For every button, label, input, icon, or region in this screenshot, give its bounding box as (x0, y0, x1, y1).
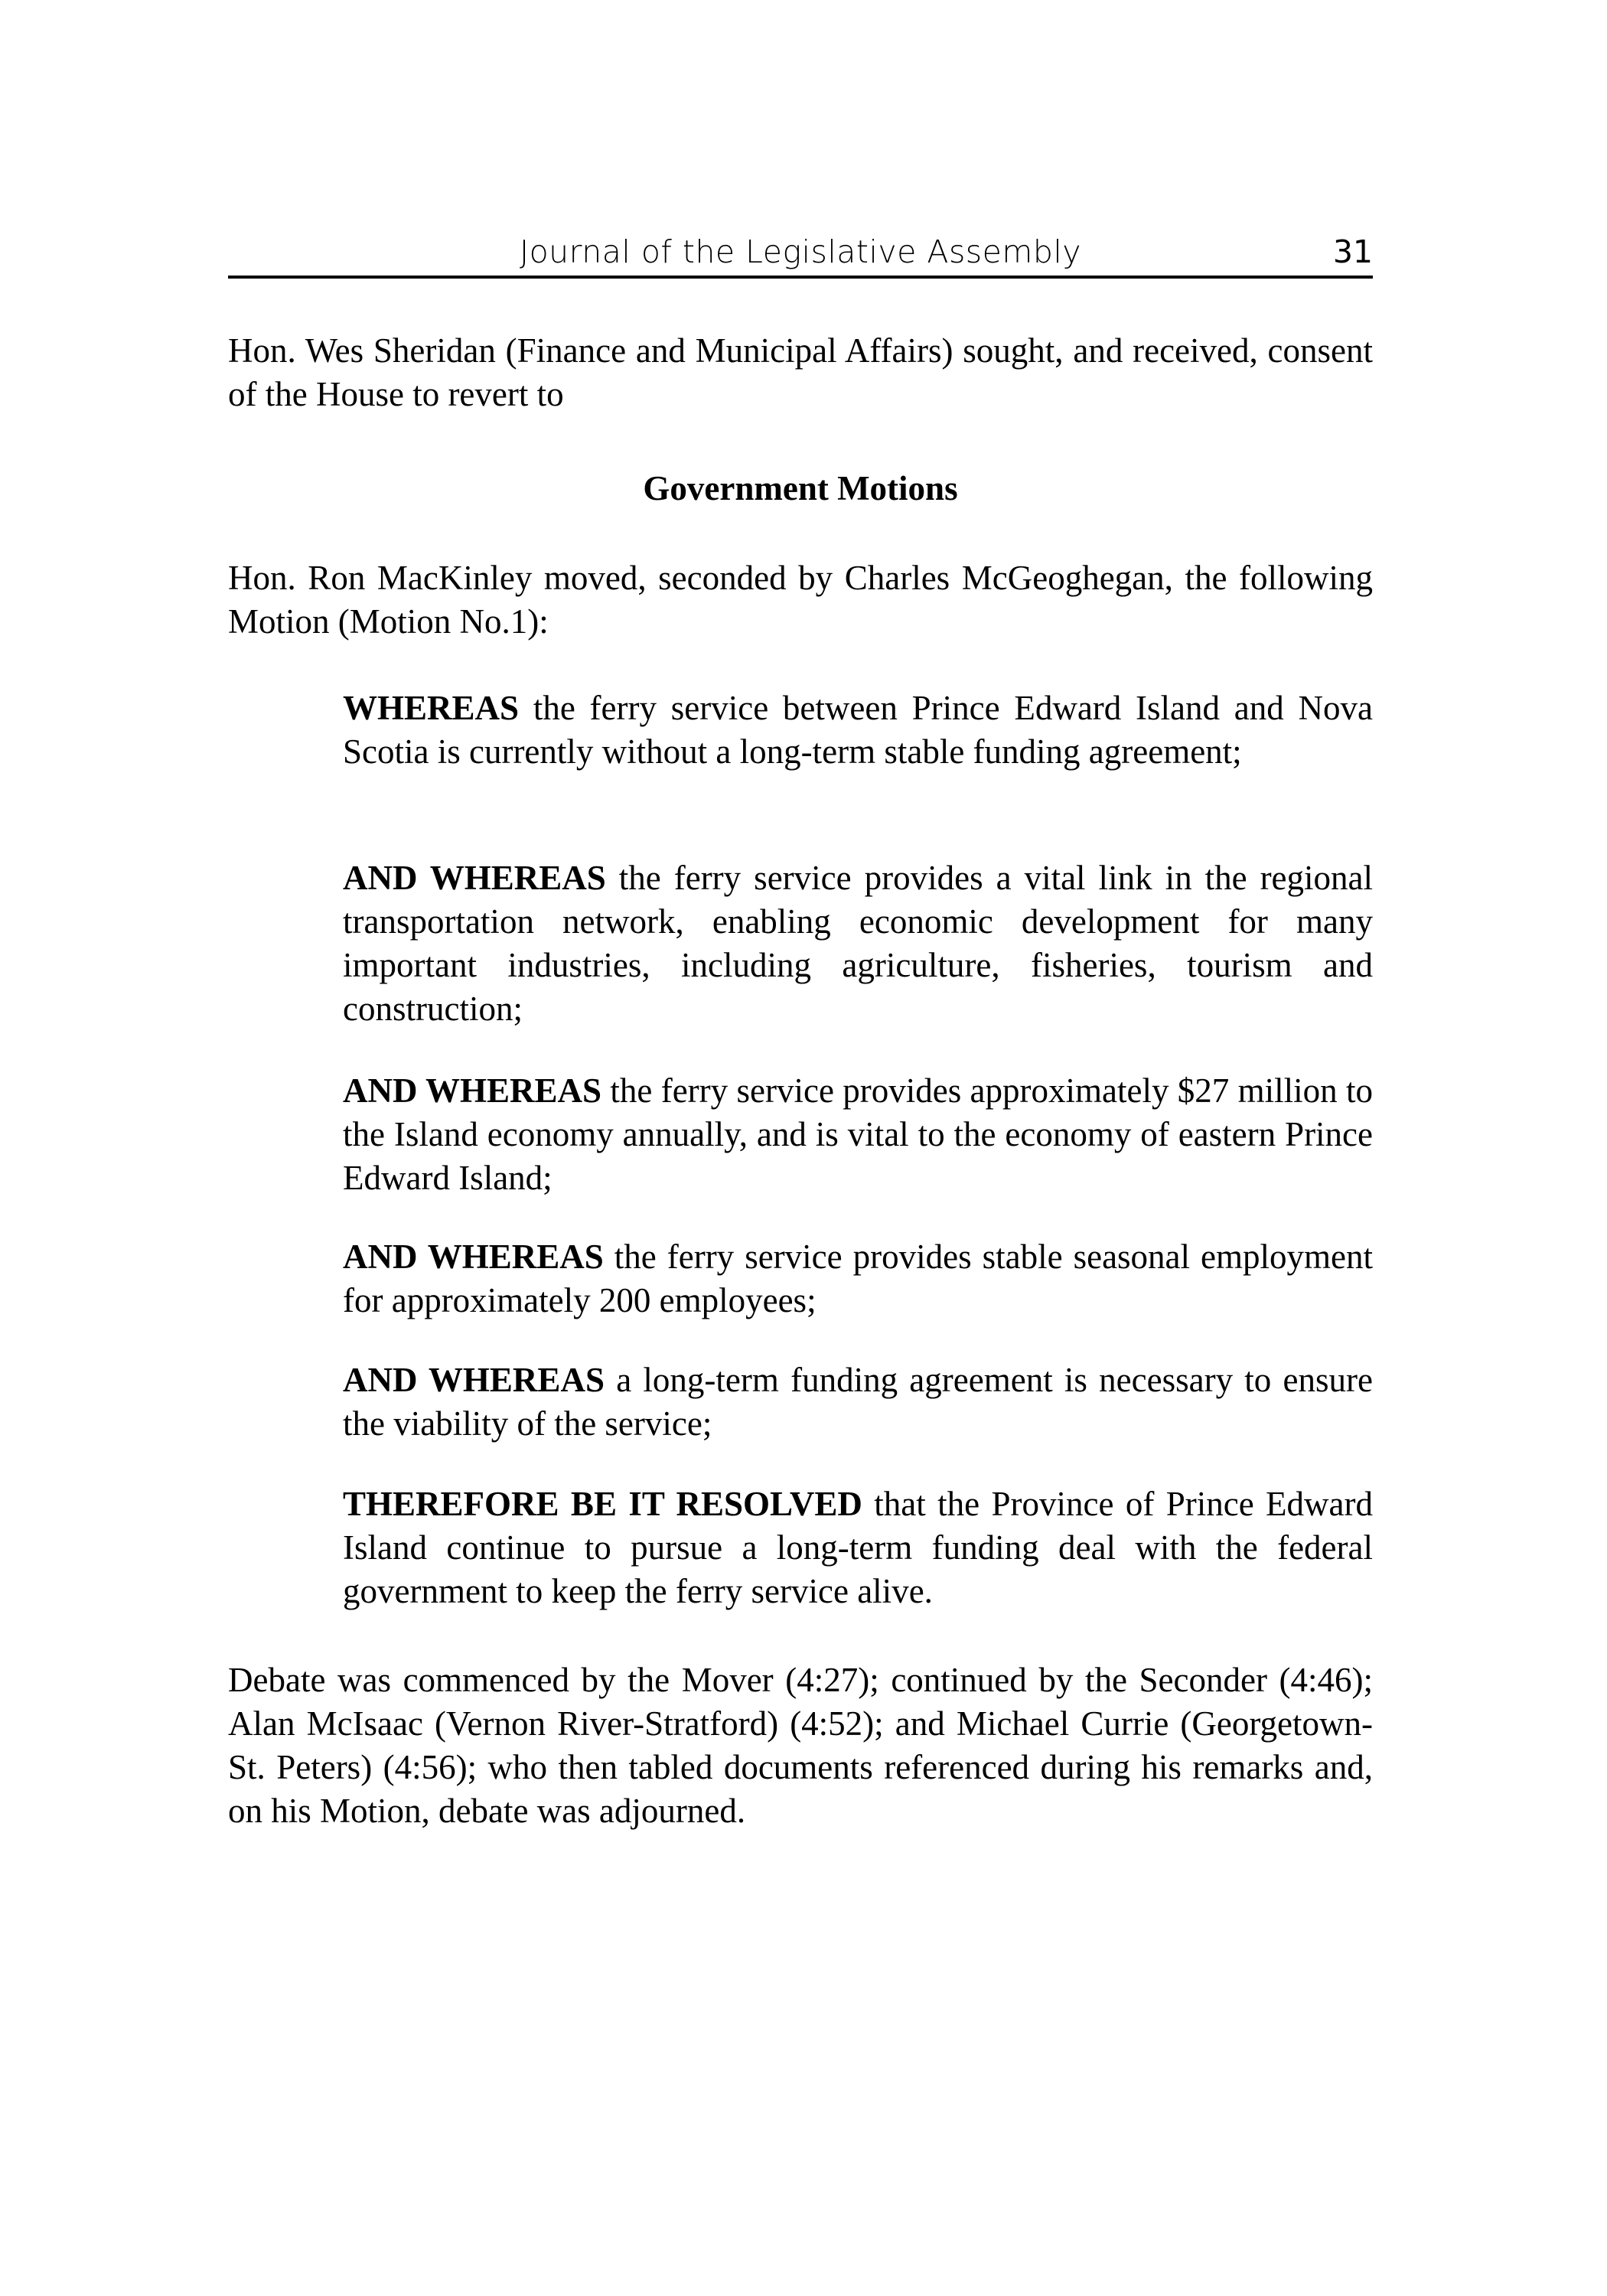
clause-keyword: AND WHEREAS (343, 859, 606, 897)
debate-paragraph: Debate was commenced by the Mover (4:27); continued by the Seconder (4:46); Alan McIsaac (Vernon River-Stratford) (4:52); and Michael Currie (Georgetown-St. Peters) (4:56); who then tabled documents referenced during his remarks and, on his Motion, debate was adjourned. (228, 1661, 1373, 1830)
clause-text: the ferry service provides a vital link in the regional transportation network, enabling economic development for many important industries, including agriculture, fisheries, tourism and construction; (343, 859, 1374, 1028)
motion-clause (343, 1235, 1373, 1322)
motion-clause-resolution (343, 1482, 1373, 1613)
clause-text: the ferry service between Prince Edward Island and Nova Scotia is currently without a long-term stable funding agreement; (343, 689, 1373, 771)
intro-paragraph: Hon. Wes Sheridan (Finance and Municipal Affairs) sought, and received, consent of the House to revert to (228, 331, 1373, 413)
clause-text: that the Province of Prince Edward Island continue to pursue a long-term funding deal with the federal government to keep the ferry service alive. (343, 1485, 1373, 1610)
motion-clause (343, 856, 1373, 1031)
motion-clause (343, 1358, 1373, 1446)
clause-text: a long-term funding agreement is necessary to ensure the viability of the service; (343, 1361, 1373, 1443)
motion-clause (343, 687, 1373, 774)
section-heading: Government Motions (643, 469, 958, 507)
clause-keyword: THEREFORE BE IT RESOLVED (343, 1485, 862, 1523)
clause-keyword: WHEREAS (343, 689, 520, 727)
page-number: 31 (1332, 233, 1373, 270)
clause-keyword: AND WHEREAS (343, 1361, 605, 1399)
clause-keyword: AND WHEREAS (343, 1071, 602, 1110)
clause-keyword: AND WHEREAS (343, 1238, 604, 1276)
running-title: Journal of the Legislative Assembly (519, 233, 1082, 270)
running-header (228, 228, 1373, 279)
motion-clause (343, 1069, 1373, 1200)
clause-text: the ferry service provides stable seasonal employment for approximately 200 employees; (343, 1238, 1373, 1319)
clause-text: the ferry service provides approximately $27 million to the Island economy annually, and is vital to the economy of eastern Prince Edward Island; (343, 1071, 1373, 1197)
motion-intro: Hon. Ron MacKinley moved, seconded by Charles McGeoghegan, the following Motion (Motion No.1): (228, 559, 1373, 641)
